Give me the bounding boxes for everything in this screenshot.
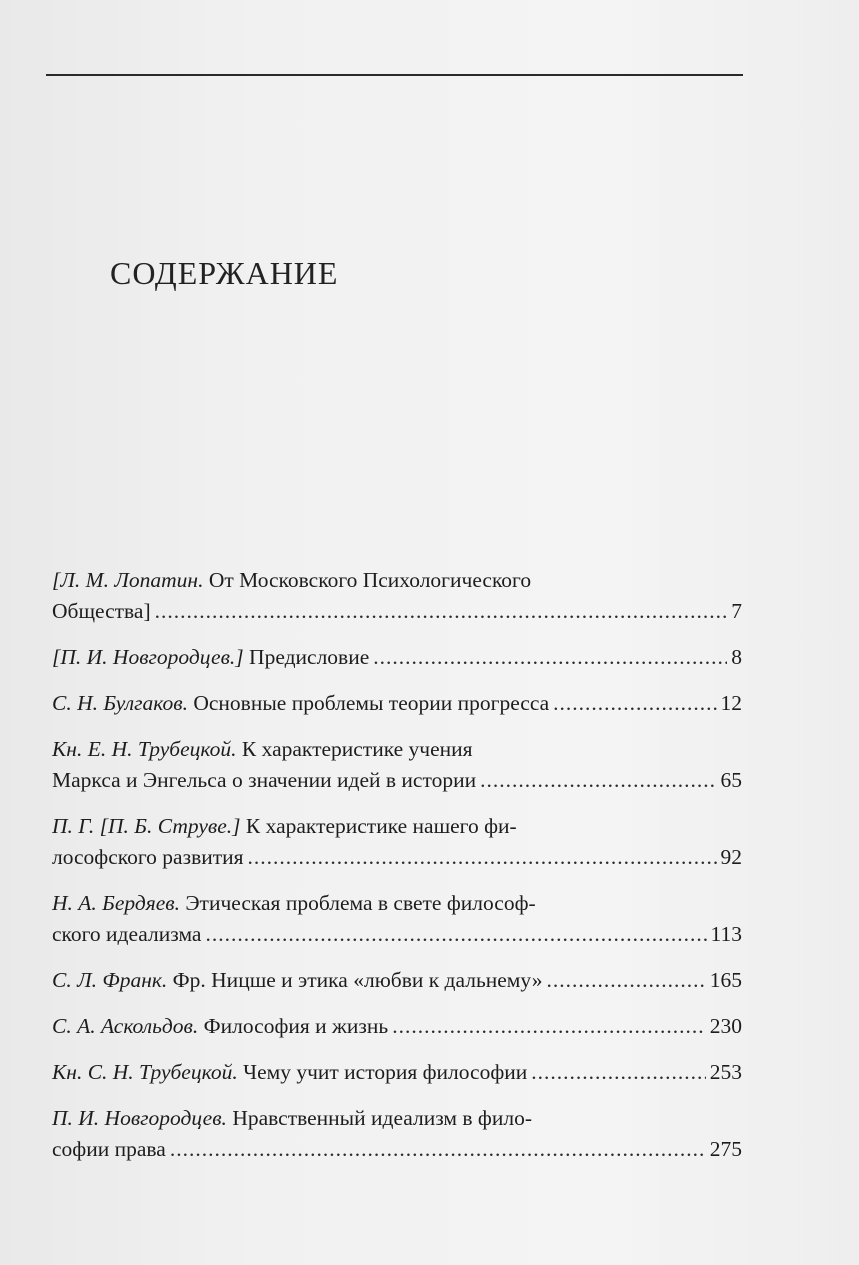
toc-entry (52, 811, 742, 873)
toc-page-number: 230 (709, 1014, 742, 1038)
toc-title: Предисловие (243, 645, 370, 669)
toc-author: С. Л. Франк. (52, 968, 168, 992)
dot-leader (546, 965, 705, 996)
toc-entry-last-line (52, 1011, 742, 1042)
toc-title-continued: софии права (52, 1137, 166, 1161)
toc-entry-last-line (52, 965, 742, 996)
toc-entry (52, 888, 742, 950)
toc-title-continued: Общества] (52, 599, 151, 623)
dot-leader (480, 765, 716, 796)
toc-title: Этическая проблема в свете философ- (179, 891, 536, 915)
toc-title: Чему учит история философии (237, 1060, 528, 1084)
toc-author: Н. А. Бердяев. (52, 891, 180, 915)
toc-entry-last-line (52, 1057, 742, 1088)
toc-entry-last-line (52, 842, 742, 873)
toc-page-number: 253 (709, 1060, 742, 1084)
toc-author: П. И. Новгородцев. (52, 1106, 227, 1130)
dot-leader (553, 688, 716, 719)
toc-entry-last-line (52, 1134, 742, 1165)
toc-entry-last-line (52, 688, 742, 719)
toc-title: К характеристике учения (236, 737, 473, 761)
toc-entry-last-line (52, 765, 742, 796)
toc-title: Фр. Ницше и этика «любви к дальнему» (167, 968, 543, 992)
toc-page-number: 165 (709, 968, 742, 992)
dot-leader (170, 1134, 706, 1165)
toc-author: П. Г. [П. Б. Струве.] (52, 814, 241, 838)
toc-entry (52, 642, 742, 673)
toc-author: [П. И. Новгородцев.] (52, 645, 244, 669)
page-title: СОДЕРЖАНИЕ (110, 255, 339, 291)
toc-entry (52, 1011, 742, 1042)
toc-entry-first-line (52, 734, 742, 765)
toc-title-continued: лософского развития (52, 845, 244, 869)
toc-entry-last-line (52, 596, 742, 627)
toc-author: [Л. М. Лопатин. (52, 568, 204, 592)
toc-entry-first-line (52, 888, 742, 919)
toc-entry-first-line (52, 1103, 742, 1134)
table-of-contents (52, 565, 742, 1180)
toc-page-number: 12 (720, 691, 742, 715)
toc-entry-last-line (52, 919, 742, 950)
toc-page-number: 65 (720, 768, 742, 792)
toc-entry (52, 965, 742, 996)
toc-page-number: 92 (720, 845, 742, 869)
toc-title: Философия и жизнь (198, 1014, 389, 1038)
toc-page-number: 113 (710, 922, 742, 946)
toc-entry (52, 688, 742, 719)
toc-title-continued: Маркса и Энгельса о значении идей в истории (52, 768, 477, 792)
toc-author: С. Н. Булгаков. (52, 691, 188, 715)
toc-author: С. А. Аскольдов. (52, 1014, 199, 1038)
toc-page-number: 8 (731, 645, 742, 669)
toc-entry-first-line (52, 565, 742, 596)
toc-entry (52, 1103, 742, 1165)
toc-title: Основные проблемы теории прогресса (187, 691, 550, 715)
toc-page-number: 275 (709, 1137, 742, 1161)
dot-leader (531, 1057, 705, 1088)
toc-author: Кн. Е. Н. Трубецкой. (52, 737, 237, 761)
toc-page-number: 7 (731, 599, 742, 623)
toc-title: От Московского Психологического (203, 568, 532, 592)
dot-leader (248, 842, 717, 873)
dot-leader (205, 919, 706, 950)
toc-title: К характеристике нашего фи- (240, 814, 517, 838)
dot-leader (392, 1011, 706, 1042)
dot-leader (155, 596, 728, 627)
toc-entry (52, 1057, 742, 1088)
dot-leader (373, 642, 727, 673)
toc-author: Кн. С. Н. Трубецкой. (52, 1060, 238, 1084)
toc-entry (52, 734, 742, 796)
toc-entry (52, 565, 742, 627)
top-rule (46, 74, 743, 76)
toc-entry-first-line (52, 811, 742, 842)
toc-title: Нравственный идеализм в фило- (226, 1106, 532, 1130)
toc-entry-last-line (52, 642, 742, 673)
toc-title-continued: ского идеализма (52, 922, 202, 946)
